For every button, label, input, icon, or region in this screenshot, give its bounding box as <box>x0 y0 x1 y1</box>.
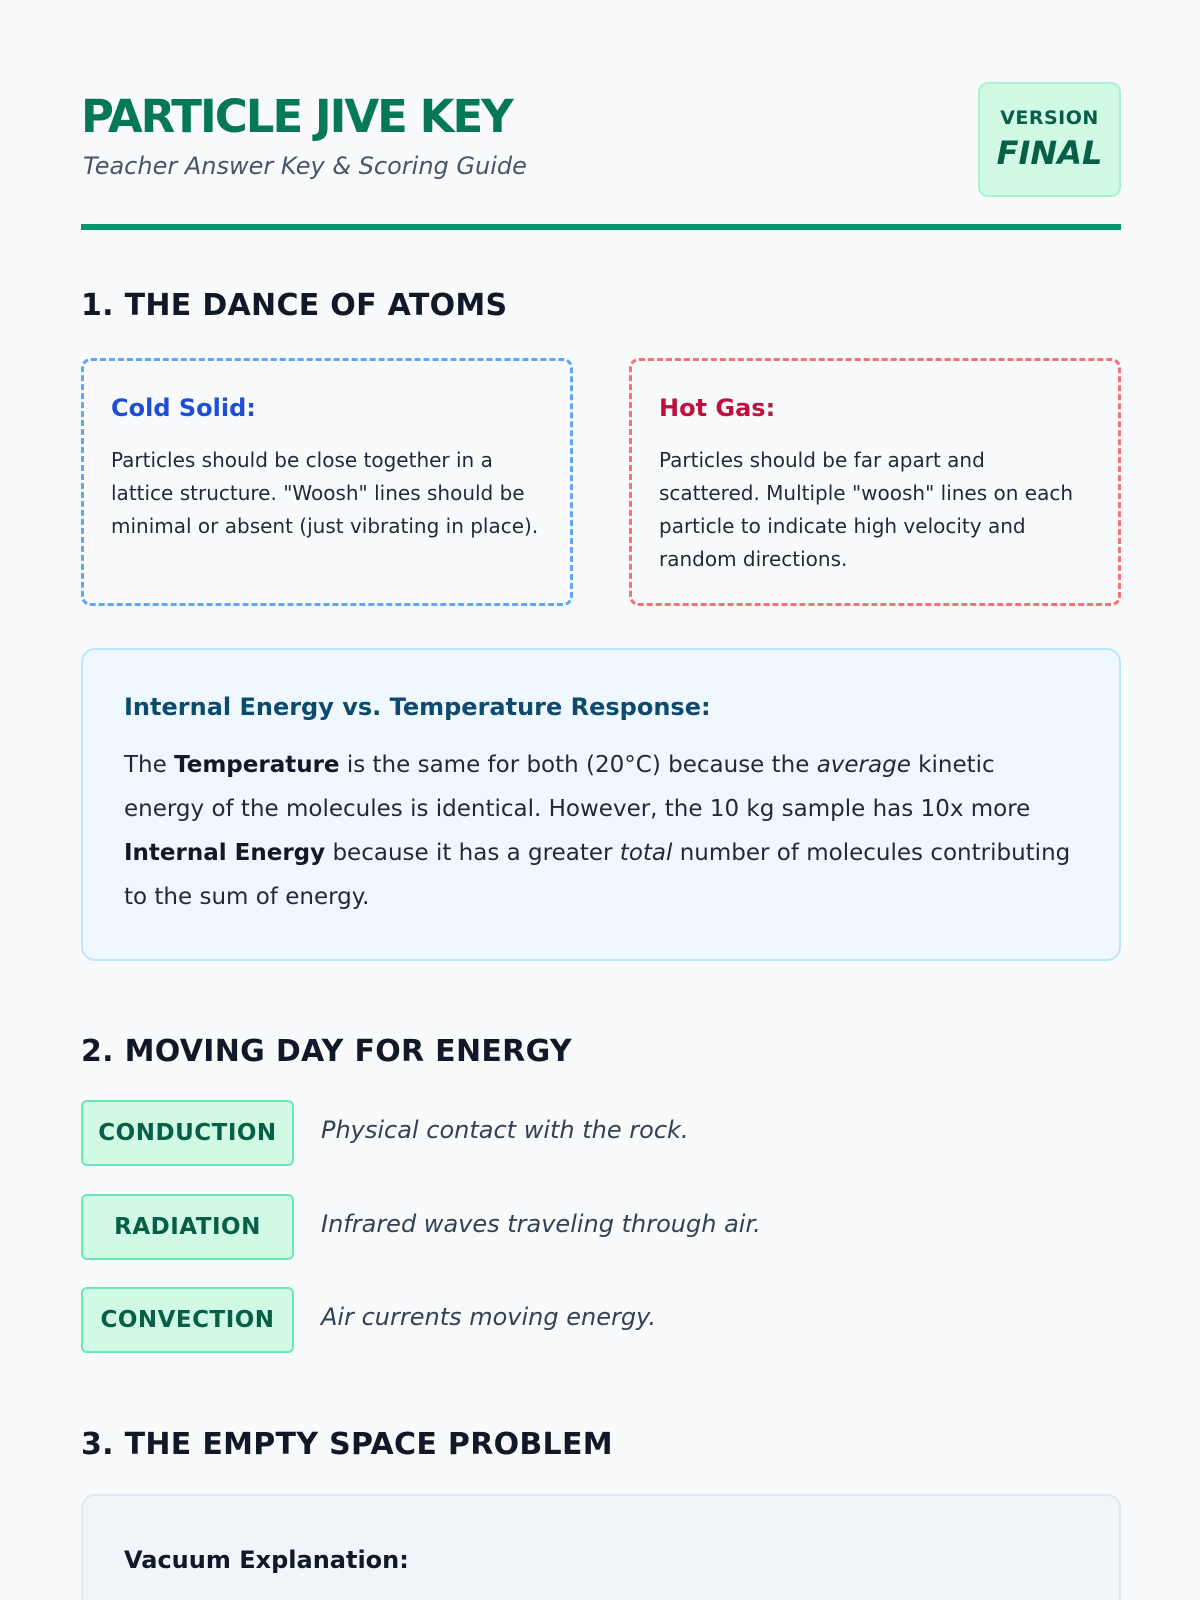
convection-tag: CONVECTION <box>81 1287 294 1353</box>
vacuum-explanation-title: Vacuum Explanation: <box>124 1546 409 1574</box>
section-2-heading: 2. MOVING DAY FOR ENERGY <box>81 1034 572 1069</box>
conduction-description: Physical contact with the rock. <box>321 1116 689 1144</box>
section-1-heading: 1. THE DANCE OF ATOMS <box>81 288 508 323</box>
energy-row-convection <box>81 1287 1121 1353</box>
cold-solid-title: Cold Solid: <box>111 394 256 422</box>
text-run: is the same for both (20°C) because the <box>339 752 817 778</box>
internal-energy-term: Internal Energy <box>124 840 326 866</box>
radiation-description: Infrared waves traveling through air. <box>321 1210 761 1238</box>
internal-energy-title: Internal Energy vs. Temperature Response: <box>124 693 711 721</box>
radiation-tag: RADIATION <box>81 1194 294 1260</box>
internal-energy-response-box <box>81 648 1121 961</box>
text-run: The <box>124 752 175 778</box>
section-3-heading: 3. THE EMPTY SPACE PROBLEM <box>81 1427 613 1462</box>
version-value: FINAL <box>996 134 1103 172</box>
conduction-tag: CONDUCTION <box>81 1100 294 1166</box>
page-title: PARTICLE JIVE KEY <box>81 90 512 143</box>
energy-row-radiation <box>81 1194 1121 1260</box>
version-badge <box>978 82 1121 197</box>
text-run: kinetic energy of the molecules is identical. However, the 10 kg sample has 10x more <box>124 752 1031 822</box>
cold-solid-body: Particles should be close together in a lattice structure. "Woosh" lines should be minimal or absent (just vibrating in place). <box>111 448 539 538</box>
hot-gas-body: Particles should be far apart and scattered. Multiple "woosh" lines on each particle to indicate high velocity and random directions. <box>659 448 1074 571</box>
text-run: because it has a greater <box>325 840 620 866</box>
total-term: total <box>619 840 673 866</box>
version-label: VERSION <box>1000 107 1099 129</box>
energy-row-conduction <box>81 1100 1121 1166</box>
text-run: number of molecules contributing to the sum of energy. <box>124 840 1071 910</box>
temperature-term: Temperature <box>174 752 340 778</box>
convection-description: Air currents moving energy. <box>321 1303 657 1331</box>
hot-gas-card <box>629 358 1121 606</box>
cold-solid-card <box>81 358 573 606</box>
header-divider <box>81 224 1121 230</box>
vacuum-explanation-box <box>81 1494 1121 1600</box>
page-header <box>81 82 1121 198</box>
page-subtitle: Teacher Answer Key & Scoring Guide <box>83 152 527 180</box>
internal-energy-body <box>124 743 1078 919</box>
hot-gas-title: Hot Gas: <box>659 394 776 422</box>
average-term: average <box>816 752 911 778</box>
